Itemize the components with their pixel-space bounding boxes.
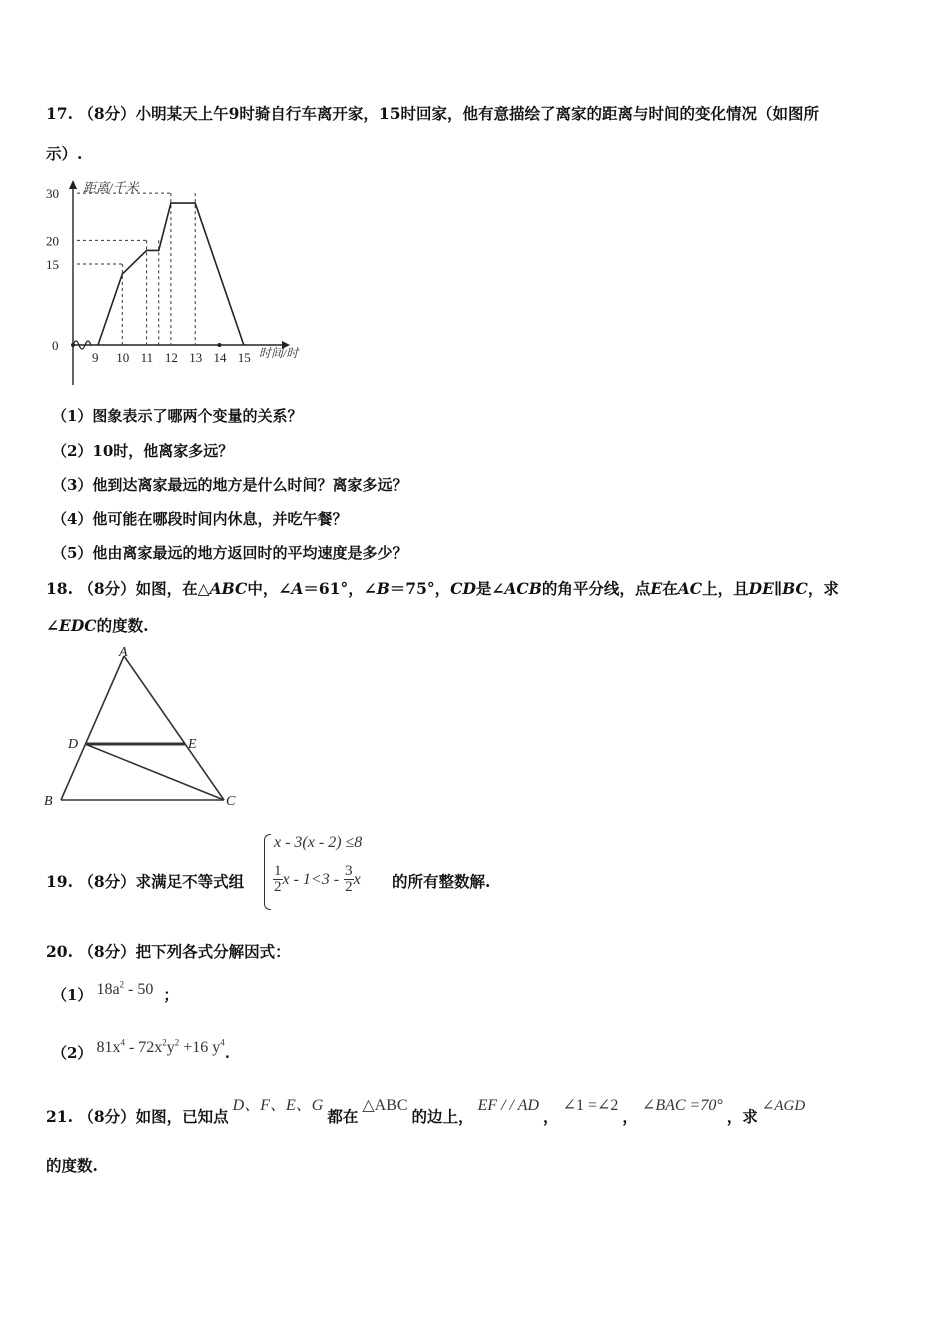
q18-mid3: 的角平分线，点 [541,579,651,598]
q20-p2-expr [96,1039,224,1056]
q20-p1-exp: 2 [119,979,125,990]
q20-p2-end: . [224,1044,231,1062]
q21-mid2: 的边上， [411,1107,474,1126]
q18-angle-sign: ∠ [46,616,59,635]
y-tick-label: 15 [46,257,59,273]
q18-bc: BC [782,579,808,598]
q17-part-3: （3）他到达离家最远的地方是什么时间？离家多远？ [52,476,408,494]
x-tick-label: 14 [213,350,227,365]
q21-bac: ∠BAC =70° [641,1097,723,1114]
q18-acb: ACB [504,579,542,598]
q18-cd: CD [450,579,476,598]
fraction-three-halves [344,864,354,895]
q20-part-2 [52,1037,231,1063]
q20-p1-expr [96,981,153,998]
frac1-den: 2 [274,879,282,895]
x-tick-label: 10 [116,350,130,365]
q18-end: ，求 [807,579,839,598]
y-axis-arrow [69,180,77,189]
y-tick-label: 30 [46,186,59,202]
segment-dc [85,744,224,800]
inequality-2 [273,864,361,895]
inequality-1: x - 3(x - 2) ≤8 [274,834,363,851]
q18-prefix: 18. （8分）如图，在△ [46,579,210,598]
q17-text-line1: 17. （8分）小明某天上午9时骑自行车离开家，15时回家，他有意描绘了离家的距离与时间的变化情况（如图所 [46,104,820,123]
q18-b-val: ＝75°， [389,579,451,598]
x-tick-label: 11 [140,350,154,365]
q17-part-1: （1）图象表示了哪两个变量的关系？ [52,407,303,425]
q18-mid4: 在 [662,579,678,598]
q18-text-line2 [46,614,149,636]
q20-p1-a: 18a [96,981,120,998]
label-b: B [44,794,53,809]
label-d: D [68,737,79,752]
q20-p2-b: - 72x [124,1039,163,1056]
q21-angles: ∠1 =∠2 [562,1097,619,1114]
q18-de: DE [748,579,774,598]
inequality-2-mid: x - 1<3 - [282,871,340,888]
q18-text-line1 [46,577,839,599]
q21-text-line1 [46,1097,806,1127]
x-tick-label: 9 [92,350,99,365]
q18-mid2: 是∠ [475,579,505,598]
inequality-system [262,830,394,912]
q17-part-4: （4）他可能在哪段时间内休息，并吃午餐？ [52,510,348,528]
x-tick-dot [218,343,222,347]
q20-p1-label: （1） [52,986,93,1004]
q20-p2-c: y [166,1039,175,1056]
q21-comma2: ， [622,1107,638,1126]
q19-suffix: 的所有整数解. [392,872,491,891]
fraction-half [273,864,283,895]
x-axis-title: 时间/时 [259,346,299,360]
inequality-2-x: x [353,871,361,888]
origin-label: 0 [52,338,59,353]
q21-points: D、F、E、G [232,1097,324,1114]
q18-b: B [376,579,390,598]
q21-triangle: △ABC [362,1097,408,1114]
q21-ef-ad: EF / / AD [477,1097,540,1114]
y-axis-title: 距离/千米 [83,180,139,195]
q20-p2-e1: 4 [120,1037,125,1048]
q21-mid1: 都在 [327,1107,359,1126]
q21-comma1: ， [543,1107,559,1126]
q20-p2-e3: 2 [174,1037,180,1048]
label-a: A [119,645,128,660]
q18-ac: AC [677,579,703,598]
q17-part-5: （5）他由离家最远的地方返回时的平均速度是多少？ [52,544,408,562]
q20-p1-b: - 50 [124,981,154,998]
system-brace [264,834,271,910]
q18-e: E [650,579,663,598]
q21-text-line2: 的度数. [46,1156,98,1175]
side-ab [61,656,124,800]
q20-part-1 [52,979,179,1005]
q18-line2-rest: 的度数. [96,616,149,635]
x-tick-label: 15 [237,350,251,365]
frac2-num: 3 [345,863,353,879]
q20-p2-d: +16 y [179,1039,221,1056]
q17-text-line2: 示）. [46,144,83,163]
q18-parallel: ∥ [773,579,783,598]
triangle-figure [40,640,250,815]
q18-a-val: ＝61°，∠ [303,579,377,598]
q21-prefix: 21. （8分）如图，已知点 [46,1107,229,1126]
q18-a: A [291,579,304,598]
label-c: C [226,794,236,809]
q21-agd: ∠AGD [761,1098,806,1114]
frac2-den: 2 [345,879,353,895]
y-tick-label: 20 [46,233,59,249]
frac1-num: 1 [274,863,282,879]
q18-abc: ABC [209,579,248,598]
q20-p2-e2: 2 [162,1037,167,1048]
x-tick-label: 13 [189,350,203,365]
side-ac [124,656,224,800]
q20-p2-label: （2） [52,1044,93,1062]
q21-mid3: ，求 [726,1107,758,1126]
q18-edc: EDC [59,616,97,635]
origin-dot [71,343,75,347]
distance-time-chart [40,175,330,390]
label-e: E [188,737,197,752]
q18-mid5: 上，且 [702,579,749,598]
q20-p1-end: ； [163,986,179,1004]
q20-p2-e4: 4 [220,1037,225,1048]
q18-mid1: 中，∠ [247,579,292,598]
x-tick-label: 12 [164,350,178,365]
q20-title: 20. （8分）把下列各式分解因式： [46,942,291,961]
q19-prefix: 19. （8分）求满足不等式组 [46,872,245,891]
q20-p2-a: 81x [96,1039,121,1056]
q17-part-2: （2）10时，他离家多远？ [52,442,234,460]
